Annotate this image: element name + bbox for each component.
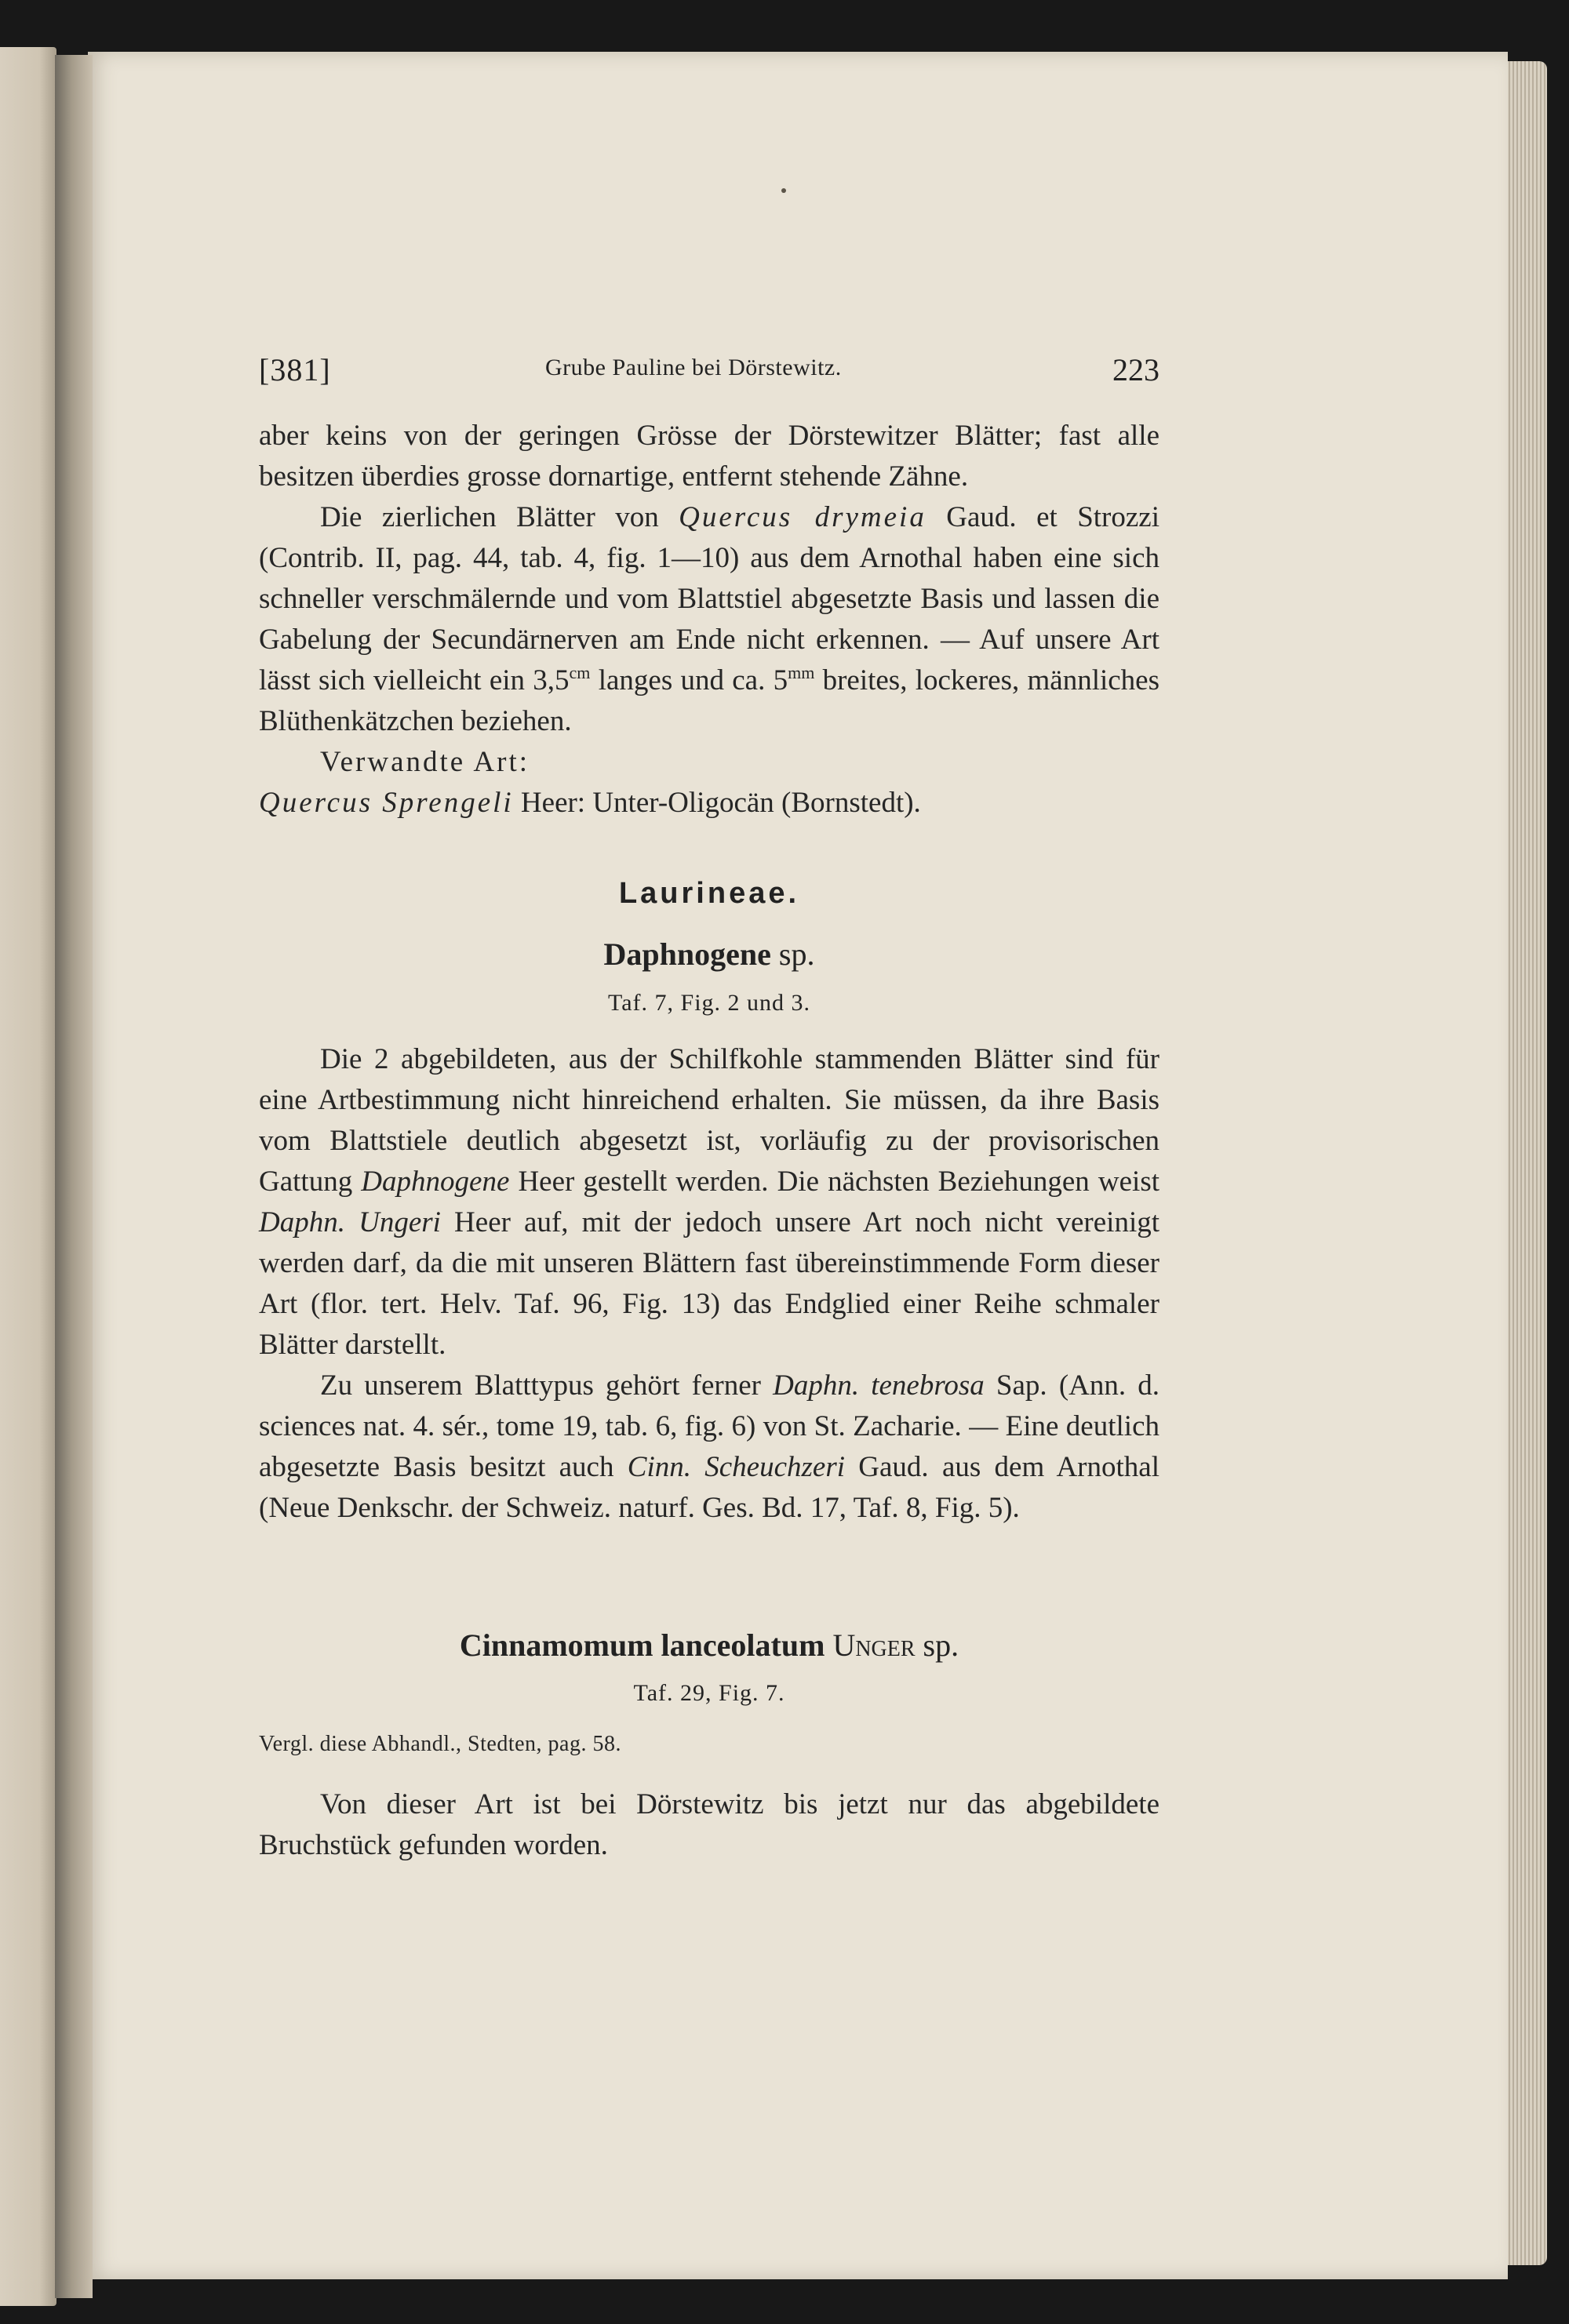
book-gutter [55,55,93,2298]
related-species-label: Verwandte Art: [320,746,530,778]
running-title: Grube Pauline bei Dörstewitz. [545,355,842,380]
paragraph-3: Die 2 abgebildeten, aus der Schilfkohle stammenden Blätter sind für eine Artbestimmung nicht hinreichend erhalten. Sie müssen, da ihre Basis vom Blattstiele deutlich abgesetzt ist, vorläufig zu der provisorischen Gattung Daphnogene Heer gestellt werden. Die nächsten Beziehungen weist Daphn. Ungeri Heer auf, mit der jedoch unsere Art noch nicht vereinigt werden darf, da die mit unseren Blättern fast übereinstimmende Form dieser Art (flor. tert. Helv. Taf. 96, Fig. 13) das Endglied einer Reihe schmaler Blätter darstellt. [259,1043,1159,1361]
related-species-line: Quercus Sprengeli Heer: Unter-Oligocän (Bornstedt). [259,787,921,819]
paragraph-2: Die zierlichen Blätter von Quercus drymeia Gaud. et Strozzi (Contrib. II, pag. 44, tab. 4, fig. 1—10) aus dem Arnothal haben eine sich schneller verschmälernde und vom Blattstiel abgesetzte Basis und lassen die Gabelung der Secundärnerven am Ende nicht erkennen. — Auf unsere Art lässt sich vielleicht ein $3,5^{cm}$ langes und ca. $5^{mm}$ breites, lockeres, männliches Blüthenkätzchen beziehen. [259,501,1160,737]
running-header [259,351,1159,395]
text-block-cinnamomum [259,1784,1159,1866]
page-number: 223 [1112,352,1159,387]
taxon-quercus-drymeia: Quercus drymeia [679,501,926,533]
taxon-quercus-sprengeli: Quercus Sprengeli [259,787,514,819]
paper-speck [781,188,786,193]
species-heading-daphnogene: Daphnogene sp. [603,937,815,972]
paragraph-1: aber keins von der geringen Grösse der Dörstewitzer Blätter; fast alle besitzen überdies grosse dornartige, entfernt stehende Zähne. [259,420,1159,493]
species-heading-cinnamomum: Cinnamomum lanceolatum Unger sp. [459,1628,959,1663]
text-block-top [259,416,1159,824]
section-title: Laurineae. [618,877,800,910]
page-ref: [381] [259,352,331,387]
plate-reference-1: Taf. 7, Fig. 2 und 3. [607,990,811,1016]
paragraph-5: Von dieser Art ist bei Dörstewitz bis jetzt nur das abgebildete Bruchstück gefunden worden. [259,1788,1159,1861]
paragraph-4: Zu unserem Blatttypus gehört ferner Daphn. tenebrosa Sap. (Ann. d. sciences nat. 4. sér., tome 19, tab. 6, fig. 6) von St. Zacharie. — Eine deutlich abgesetzte Basis besitzt auch Cinn. Scheuchzeri Gaud. aus dem Arnothal (Neue Denkschr. der Schweiz. naturf. Ges. Bd. 17, Taf. 8, Fig. 5). [259,1369,1159,1524]
plate-reference-2: Taf. 29, Fig. 7. [633,1680,785,1706]
previous-page-edge [0,47,56,2306]
cross-reference: Vergl. diese Abhandl., Stedten, pag. 58. [259,1732,621,1756]
text-block-daphnogene [259,1039,1159,1529]
